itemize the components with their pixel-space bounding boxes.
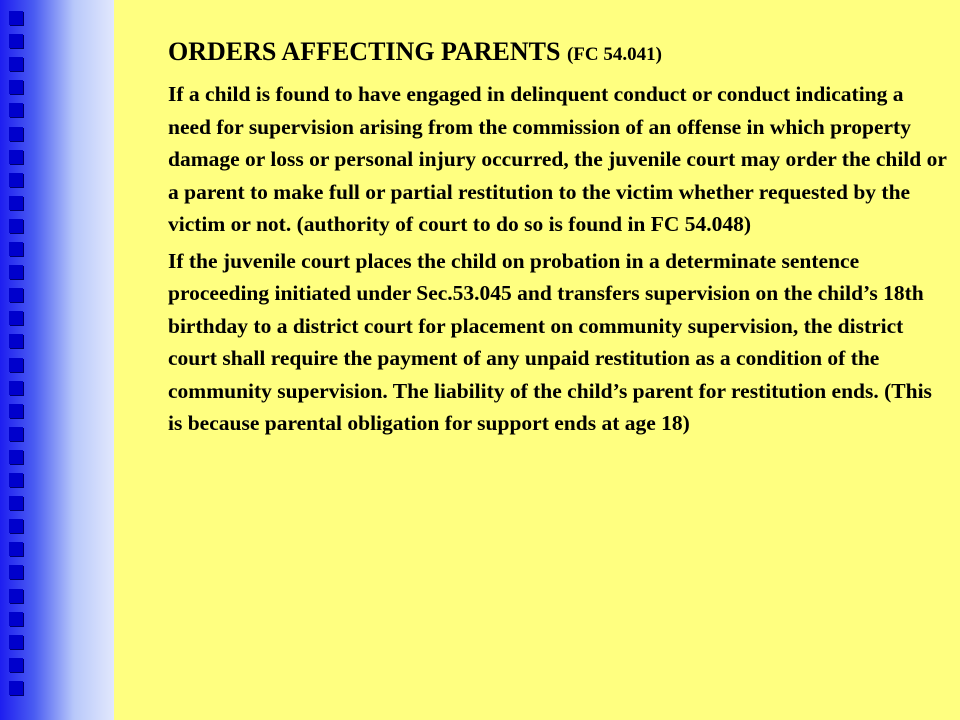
decorative-square-icon xyxy=(9,658,23,672)
decorative-square-icon xyxy=(9,565,23,579)
decorative-square-icon xyxy=(9,150,23,164)
decorative-square-icon xyxy=(9,473,23,487)
decorative-square-icon xyxy=(9,589,23,603)
decorative-square-icon xyxy=(9,196,23,210)
decorative-square-column xyxy=(9,0,23,720)
slide-content xyxy=(168,34,948,440)
decorative-square-icon xyxy=(9,612,23,626)
slide-title xyxy=(168,34,948,73)
decorative-square-icon xyxy=(9,542,23,556)
decorative-square-icon xyxy=(9,127,23,141)
decorative-square-icon xyxy=(9,34,23,48)
decorative-square-icon xyxy=(9,173,23,187)
decorative-square-icon xyxy=(9,219,23,233)
paragraph-probation-transfer: If the juvenile court places the child on probation in a determinate sentence proceeding initiated under Sec.53.045 and transfers supervision on the child’s 18th birthday to a district court for placement on community supervision, the district court shall require the payment of any unpaid restitution as a condition of the community supervision. The liability of the child’s parent for restitution ends. (This is because parental obligation for support ends at age 18) xyxy=(168,248,932,435)
decorative-square-icon xyxy=(9,427,23,441)
decorative-square-icon xyxy=(9,358,23,372)
decorative-square-icon xyxy=(9,404,23,418)
decorative-square-icon xyxy=(9,265,23,279)
decorative-square-icon xyxy=(9,103,23,117)
decorative-square-icon xyxy=(9,381,23,395)
decorative-square-icon xyxy=(9,11,23,25)
decorative-square-icon xyxy=(9,496,23,510)
slide-title-text: ORDERS AFFECTING PARENTS xyxy=(168,37,561,66)
slide-title-reference: (FC 54.041) xyxy=(566,44,662,65)
slide-sidebar xyxy=(0,0,114,720)
decorative-square-icon xyxy=(9,80,23,94)
decorative-square-icon xyxy=(9,635,23,649)
decorative-square-icon xyxy=(9,288,23,302)
decorative-square-icon xyxy=(9,519,23,533)
decorative-square-icon xyxy=(9,242,23,256)
decorative-square-icon xyxy=(9,450,23,464)
decorative-square-icon xyxy=(9,57,23,71)
paragraph-restitution-order: If a child is found to have engaged in delinquent conduct or conduct indicating a need for supervision arising from the commission of an offense in which property damage or loss or personal injury occurred, the juvenile court may order the child or a parent to make full or partial restitution to the victim whether requested by the victim or not. (authority of court to do so is found in FC 54.048) xyxy=(168,82,947,236)
decorative-square-icon xyxy=(9,334,23,348)
decorative-square-icon xyxy=(9,311,23,325)
decorative-square-icon xyxy=(9,681,23,695)
